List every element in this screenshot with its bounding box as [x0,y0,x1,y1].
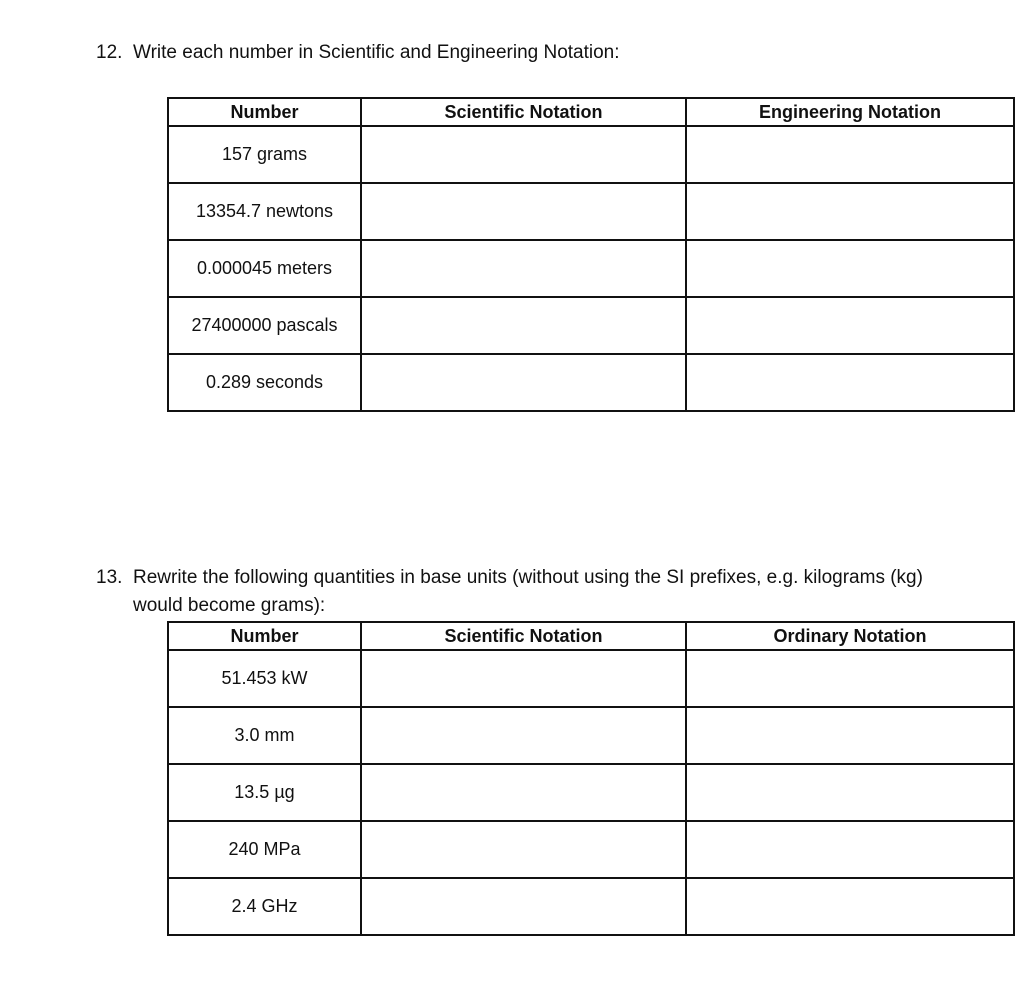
table-row [168,126,1014,183]
engineering-answer-cell[interactable] [686,126,1014,183]
ordinary-answer-cell[interactable] [686,707,1014,764]
table-row [168,764,1014,821]
scientific-answer-cell[interactable] [361,878,686,935]
question-text-line-2: would become grams): [133,595,326,616]
table-row [168,240,1014,297]
question-number: 12. [96,42,123,63]
question-12-prompt [96,39,620,67]
quantity-cell: 13.5 µg [168,764,361,821]
quantity-cell: 3.0 mm [168,707,361,764]
engineering-answer-cell[interactable] [686,183,1014,240]
engineering-answer-cell[interactable] [686,297,1014,354]
ordinary-answer-cell[interactable] [686,764,1014,821]
scientific-answer-cell[interactable] [361,764,686,821]
scientific-answer-cell[interactable] [361,297,686,354]
question-text-line-1: Rewrite the following quantities in base units (without using the SI prefixes, e.g. kilograms (kg) [133,567,923,588]
table-row [168,183,1014,240]
question-text: Write each number in Scientific and Engineering Notation: [133,42,620,63]
notation-table-12 [167,97,1015,412]
engineering-answer-cell[interactable] [686,240,1014,297]
number-cell: 0.289 seconds [168,354,361,411]
column-header-scientific: Scientific Notation [361,98,686,126]
header-row [168,622,1014,650]
ordinary-answer-cell[interactable] [686,821,1014,878]
question-text [133,564,923,620]
table-row [168,821,1014,878]
column-header-engineering: Engineering Notation [686,98,1014,126]
question-number: 13. [96,567,123,588]
scientific-answer-cell[interactable] [361,183,686,240]
column-header-number: Number [168,98,361,126]
question-13-prompt [96,564,923,620]
scientific-answer-cell[interactable] [361,126,686,183]
column-header-ordinary: Ordinary Notation [686,622,1014,650]
table-row [168,650,1014,707]
column-header-number: Number [168,622,361,650]
quantity-cell: 240 MPa [168,821,361,878]
number-cell: 27400000 pascals [168,297,361,354]
quantity-cell: 2.4 GHz [168,878,361,935]
number-cell: 0.000045 meters [168,240,361,297]
base-units-table-13 [167,621,1015,936]
table-row [168,297,1014,354]
engineering-answer-cell[interactable] [686,354,1014,411]
quantity-cell: 51.453 kW [168,650,361,707]
column-header-scientific: Scientific Notation [361,622,686,650]
scientific-answer-cell[interactable] [361,354,686,411]
ordinary-answer-cell[interactable] [686,650,1014,707]
number-cell: 13354.7 newtons [168,183,361,240]
number-cell: 157 grams [168,126,361,183]
header-row [168,98,1014,126]
ordinary-answer-cell[interactable] [686,878,1014,935]
scientific-answer-cell[interactable] [361,707,686,764]
scientific-answer-cell[interactable] [361,821,686,878]
scientific-answer-cell[interactable] [361,650,686,707]
table-row [168,878,1014,935]
table-row [168,707,1014,764]
scientific-answer-cell[interactable] [361,240,686,297]
table-row [168,354,1014,411]
